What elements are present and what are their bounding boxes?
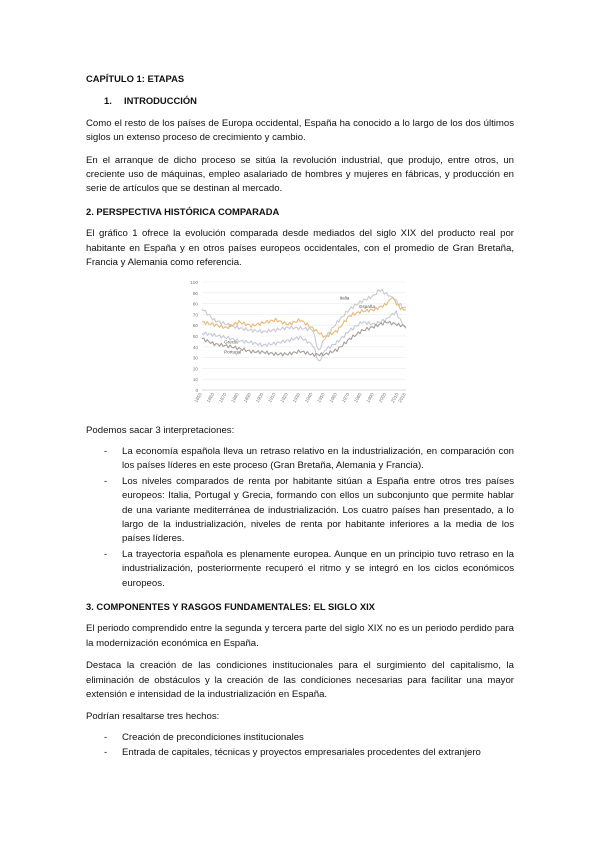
section-1-number: 1. [104, 95, 112, 107]
dash-bullet: - [104, 747, 108, 759]
list-item [86, 746, 514, 760]
x-tick-label: 1860 [205, 392, 216, 404]
y-tick-label: 80 [192, 302, 198, 308]
x-tick-label: 1940 [304, 392, 314, 404]
list-item [86, 731, 514, 745]
list-item-text: La trayectoria española es plenamente europea. Aunque en un principio tuvo retraso en la industrialización, posteriormente recuperó el ritmo y se integró en los ciclos económicos europeos. [122, 548, 514, 589]
list-item [86, 548, 514, 591]
x-tick-label: 1890 [242, 392, 253, 404]
list-item [86, 445, 514, 474]
y-tick-label: 70 [192, 312, 198, 318]
x-tick-label: 2016 [397, 392, 407, 404]
list-item-text: Los niveles comparados de renta por habitante sitúan a España entre otros tres países europeos: Italia, Portugal y Grecia, formando con ellos un subconjunto que permite hablar de una variante mediterránea de industrialización. Los cuatro países han presentado, a lo largo de la industrialización, niveles de renta por habitante inferiores a la media de los países líderes. [122, 475, 514, 545]
list-item-text: Creación de precondiciones institucionales [122, 731, 304, 743]
x-tick-label: 1980 [353, 392, 363, 404]
y-tick-label: 90 [192, 291, 198, 297]
section-2-paragraph: El gráfico 1 ofrece la evolución comparada desde mediados del siglo XIX del producto real por habitante en España y en otros países europeos occidentales, con el promedio de Gran Bretaña, Francia y Alemania como referencia. [86, 228, 514, 269]
document-content [86, 72, 514, 762]
dash-bullet: - [104, 731, 108, 743]
x-tick-label: 1850 [193, 392, 203, 404]
x-tick-label: 1900 [254, 392, 265, 404]
dash-bullet: - [104, 548, 108, 560]
section-3-paragraph-1: El periodo comprendido entre la segunda y tercera parte del siglo XIX no es un periodo perdido para la modernización económica en España. [86, 623, 514, 649]
section-3-paragraph-3: Podrían resaltarse tres hechos: [86, 711, 220, 723]
gdp-chart-svg [86, 276, 514, 416]
x-tick-label: 2010 [390, 392, 400, 404]
interpretations-intro: Podemos sacar 3 interpretaciones: [86, 425, 235, 437]
x-tick-label: 1880 [230, 392, 240, 404]
series-label: Portugal [224, 349, 242, 355]
intro-paragraph-2: En el arranque de dicho proceso se sitúa la revolución industrial, que produjo, entre otros, un creciente uso de máquinas, empleo asalariado de hombres y mujeres en fábricas, y producción en serie de artículos que se destinan al mercado. [86, 154, 514, 195]
section-1-title: INTRODUCCIÓN [124, 95, 197, 107]
x-tick-label: 1950 [316, 392, 326, 404]
y-tick-label: 0 [195, 388, 198, 394]
chapter-title: CAPÍTULO 1: ETAPAS [86, 73, 185, 84]
section-2-title: 2. PERSPECTIVA HISTÓRICA COMPARADA [86, 205, 280, 217]
x-tick-label: 1910 [267, 392, 277, 404]
intro-paragraph-1: Como el resto de los países de Europa occidental, España ha conocido a lo largo de los dos últimos siglos un extenso proceso de crecimiento y cambio. [86, 117, 514, 144]
series-label: Italia [339, 295, 350, 301]
list-item-text: Entrada de capitales, técnicas y proyectos empresariales procedentes del extranjero [122, 747, 481, 759]
gdp-chart [86, 276, 514, 416]
x-tick-label: 1930 [291, 392, 302, 404]
y-tick-label: 10 [192, 377, 198, 383]
interpretations-list [86, 445, 514, 591]
y-tick-label: 20 [192, 366, 198, 372]
y-tick-label: 100 [190, 280, 198, 286]
x-tick-label: 1960 [328, 392, 339, 404]
y-tick-label: 30 [192, 356, 198, 362]
dash-bullet: - [104, 475, 108, 487]
dash-bullet: - [104, 445, 108, 457]
x-tick-label: 2000 [377, 392, 388, 404]
x-tick-label: 1970 [340, 392, 351, 404]
series-label: España [359, 304, 375, 310]
section-3-title: 3. COMPONENTES Y RASGOS FUNDAMENTALES: EL SIGLO XIX [86, 600, 375, 612]
facts-list [86, 731, 514, 761]
section-1-heading [86, 94, 514, 108]
x-tick-label: 1990 [365, 392, 375, 404]
x-tick-label: 1920 [279, 392, 289, 404]
y-tick-label: 40 [192, 345, 198, 351]
section-3-paragraph-2: Destaca la creación de las condiciones institucionales para el surgimiento del capitalismo, la eliminación de obstáculos y la creación de las condiciones necesarias para facilitar una mayor extensión e intensidad de la industrialización en España. [86, 660, 514, 700]
y-tick-label: 50 [192, 334, 198, 340]
series-label: Grecia [224, 340, 238, 346]
y-tick-label: 60 [192, 323, 198, 329]
list-item-text: La economía española lleva un retraso relativo en la industrialización, en comparación con los países líderes en este proceso (Gran Bretaña, Alemania y Francia). [122, 445, 514, 472]
x-tick-label: 1870 [217, 392, 228, 404]
list-item [86, 475, 514, 547]
